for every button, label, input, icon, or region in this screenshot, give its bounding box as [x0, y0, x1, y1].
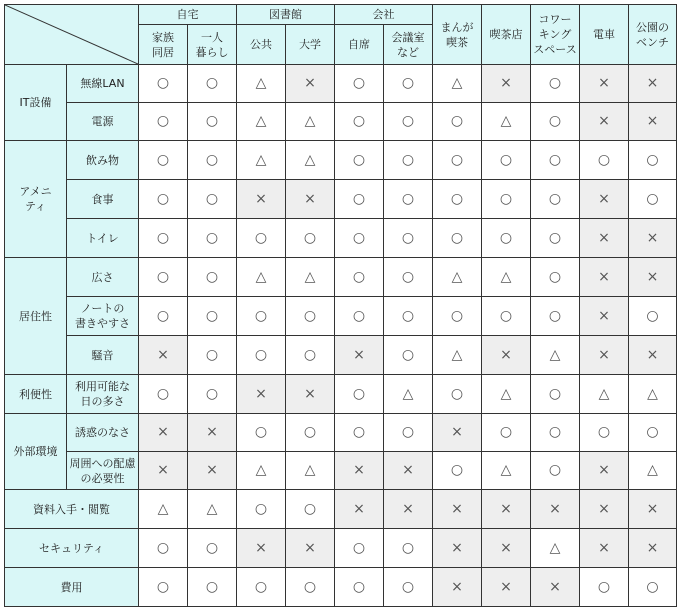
rating-cell: ○: [286, 490, 335, 529]
rating-cell: ○: [531, 297, 580, 336]
rating-cell: ×: [433, 529, 482, 568]
rating-cell: △: [482, 452, 531, 490]
sub-header-own-desk: 自席: [335, 25, 384, 65]
rating-cell: ○: [580, 414, 629, 452]
rating-cell: ○: [384, 65, 433, 103]
rating-cell: ○: [531, 414, 580, 452]
rating-cell: ○: [139, 529, 188, 568]
rating-cell: ×: [237, 529, 286, 568]
rating-cell: ○: [531, 219, 580, 258]
table-row: [5, 490, 677, 529]
rating-cell: ○: [629, 141, 677, 180]
category-livability: 居住性: [5, 258, 67, 375]
rating-cell: ○: [433, 141, 482, 180]
rating-cell: ○: [384, 529, 433, 568]
rating-cell: △: [629, 375, 677, 414]
category-it: IT設備: [5, 65, 67, 141]
item-label: 無線LAN: [67, 65, 139, 103]
table-row: [5, 336, 677, 375]
rating-cell: ○: [139, 180, 188, 219]
rating-cell: ○: [335, 375, 384, 414]
item-label: 食事: [67, 180, 139, 219]
rating-cell: ○: [335, 297, 384, 336]
rating-cell: ×: [580, 490, 629, 529]
rating-cell: ○: [580, 568, 629, 607]
rating-cell: ○: [188, 375, 237, 414]
rating-cell: ○: [384, 568, 433, 607]
table-row: [5, 297, 677, 336]
rating-cell: △: [237, 258, 286, 297]
rating-cell: ○: [629, 568, 677, 607]
rating-cell: ○: [286, 414, 335, 452]
rating-cell: ×: [629, 65, 677, 103]
rating-cell: ○: [286, 568, 335, 607]
rating-cell: ○: [482, 414, 531, 452]
table-row: [5, 375, 677, 414]
rating-cell: ○: [237, 490, 286, 529]
rating-cell: △: [237, 103, 286, 141]
rating-cell: ○: [139, 297, 188, 336]
rating-cell: △: [286, 103, 335, 141]
rating-cell: ○: [384, 141, 433, 180]
rating-cell: ○: [139, 141, 188, 180]
rating-cell: ○: [139, 65, 188, 103]
rating-cell: ○: [580, 141, 629, 180]
rating-cell: ×: [580, 180, 629, 219]
rating-cell: ○: [188, 65, 237, 103]
sub-header-meeting-room: 会議室 など: [384, 25, 433, 65]
rating-cell: ○: [629, 414, 677, 452]
rating-cell: ×: [629, 529, 677, 568]
item-label: ノートの 書きやすさ: [67, 297, 139, 336]
rating-cell: ○: [188, 258, 237, 297]
table-row: [5, 103, 677, 141]
rating-cell: ○: [335, 568, 384, 607]
rating-cell: ×: [580, 529, 629, 568]
rating-cell: ○: [335, 65, 384, 103]
rating-cell: ○: [482, 180, 531, 219]
group-header-library: 図書館: [237, 5, 335, 25]
rating-cell: ○: [188, 103, 237, 141]
rating-cell: △: [384, 375, 433, 414]
rating-cell: ×: [237, 180, 286, 219]
rating-cell: ×: [629, 258, 677, 297]
item-label: 電源: [67, 103, 139, 141]
rating-cell: ×: [629, 219, 677, 258]
rating-cell: ×: [384, 490, 433, 529]
rating-cell: △: [286, 452, 335, 490]
rating-cell: ○: [433, 103, 482, 141]
rating-cell: △: [237, 141, 286, 180]
rating-cell: △: [580, 375, 629, 414]
item-label: 利用可能な 日の多さ: [67, 375, 139, 414]
rating-cell: ×: [335, 452, 384, 490]
rating-cell: △: [237, 65, 286, 103]
rating-cell: △: [139, 490, 188, 529]
header-train: 電車: [580, 5, 629, 65]
rating-cell: ×: [139, 336, 188, 375]
rating-cell: ○: [482, 219, 531, 258]
rating-cell: ○: [188, 141, 237, 180]
rating-cell: ○: [188, 568, 237, 607]
rating-cell: △: [482, 375, 531, 414]
rating-cell: △: [433, 65, 482, 103]
rating-cell: ×: [482, 568, 531, 607]
rating-cell: ×: [580, 103, 629, 141]
rating-cell: ○: [384, 219, 433, 258]
rating-cell: ×: [384, 452, 433, 490]
rating-cell: ×: [531, 490, 580, 529]
rating-cell: ○: [482, 297, 531, 336]
rating-cell: ×: [286, 529, 335, 568]
rating-cell: ○: [433, 219, 482, 258]
rating-cell: △: [629, 452, 677, 490]
rating-cell: ×: [286, 65, 335, 103]
rating-cell: ○: [629, 297, 677, 336]
table-row: [5, 65, 677, 103]
rating-cell: ×: [335, 336, 384, 375]
rating-cell: ○: [139, 568, 188, 607]
rating-cell: ○: [188, 219, 237, 258]
rating-cell: △: [237, 452, 286, 490]
rating-cell: ○: [237, 297, 286, 336]
item-label: 費用: [5, 568, 139, 607]
rating-cell: ○: [335, 219, 384, 258]
diagonal-line: [5, 5, 138, 64]
rating-cell: △: [482, 258, 531, 297]
rating-cell: ○: [188, 180, 237, 219]
rating-cell: ○: [629, 180, 677, 219]
rating-cell: ○: [237, 336, 286, 375]
rating-cell: ×: [188, 414, 237, 452]
rating-cell: ○: [335, 258, 384, 297]
item-label: トイレ: [67, 219, 139, 258]
rating-cell: △: [531, 336, 580, 375]
table-row: [5, 414, 677, 452]
rating-cell: ×: [139, 452, 188, 490]
rating-cell: ○: [286, 336, 335, 375]
rating-cell: △: [433, 336, 482, 375]
sub-header-public: 公共: [237, 25, 286, 65]
rating-cell: ×: [433, 490, 482, 529]
rating-cell: ○: [139, 258, 188, 297]
rating-cell: ○: [531, 180, 580, 219]
table-row: [5, 219, 677, 258]
header-coworking: コワー キング スペース: [531, 5, 580, 65]
rating-cell: ×: [629, 490, 677, 529]
corner-cell: [5, 5, 139, 65]
rating-cell: ×: [580, 297, 629, 336]
rating-cell: ×: [433, 568, 482, 607]
rating-cell: ○: [433, 375, 482, 414]
rating-cell: ○: [237, 568, 286, 607]
header-manga-cafe: まんが 喫茶: [433, 5, 482, 65]
item-label: 飲み物: [67, 141, 139, 180]
rating-cell: ○: [286, 219, 335, 258]
rating-cell: ○: [188, 529, 237, 568]
rating-cell: ×: [531, 568, 580, 607]
category-amenity: アメニ ティ: [5, 141, 67, 258]
rating-cell: ○: [237, 219, 286, 258]
rating-cell: ○: [335, 529, 384, 568]
rating-cell: ×: [580, 258, 629, 297]
rating-cell: △: [188, 490, 237, 529]
comparison-table: [4, 4, 677, 607]
rating-cell: ×: [580, 219, 629, 258]
rating-cell: △: [531, 529, 580, 568]
rating-cell: ×: [580, 452, 629, 490]
rating-cell: ×: [629, 336, 677, 375]
rating-cell: ○: [384, 258, 433, 297]
rating-cell: ○: [188, 336, 237, 375]
rating-cell: ○: [433, 297, 482, 336]
rating-cell: ×: [433, 414, 482, 452]
rating-cell: ×: [482, 65, 531, 103]
item-label: 周囲への配慮 の必要性: [67, 452, 139, 490]
rating-cell: ○: [531, 258, 580, 297]
rating-cell: ×: [139, 414, 188, 452]
rating-cell: △: [286, 258, 335, 297]
rating-cell: ○: [433, 180, 482, 219]
table-row: [5, 141, 677, 180]
rating-cell: ○: [384, 103, 433, 141]
rating-cell: ○: [384, 414, 433, 452]
rating-cell: ×: [482, 336, 531, 375]
header-park-bench: 公園の ベンチ: [629, 5, 677, 65]
table-row: [5, 180, 677, 219]
category-environment: 外部環境: [5, 414, 67, 490]
table-row: [5, 258, 677, 297]
rating-cell: ○: [335, 180, 384, 219]
rating-cell: ×: [482, 529, 531, 568]
rating-cell: ○: [335, 414, 384, 452]
sub-header-family: 家族 同居: [139, 25, 188, 65]
rating-cell: ×: [335, 490, 384, 529]
rating-cell: ×: [237, 375, 286, 414]
item-label: 誘惑のなさ: [67, 414, 139, 452]
group-header-home: 自宅: [139, 5, 237, 25]
rating-cell: ○: [531, 141, 580, 180]
rating-cell: ○: [482, 141, 531, 180]
item-label: 広さ: [67, 258, 139, 297]
rating-cell: ×: [286, 375, 335, 414]
rating-cell: ○: [188, 297, 237, 336]
sub-header-alone: 一人 暮らし: [188, 25, 237, 65]
item-label: 騒音: [67, 336, 139, 375]
table-row: [5, 452, 677, 490]
rating-cell: ○: [335, 141, 384, 180]
rating-cell: ×: [482, 490, 531, 529]
rating-cell: ×: [580, 336, 629, 375]
rating-cell: △: [482, 103, 531, 141]
rating-cell: △: [433, 258, 482, 297]
rating-cell: ×: [286, 180, 335, 219]
rating-cell: ○: [531, 375, 580, 414]
table-row: [5, 529, 677, 568]
rating-cell: ○: [531, 103, 580, 141]
header-coffee-shop: 喫茶店: [482, 5, 531, 65]
rating-cell: ○: [531, 65, 580, 103]
rating-cell: ×: [188, 452, 237, 490]
item-label: セキュリティ: [5, 529, 139, 568]
rating-cell: ○: [335, 103, 384, 141]
rating-cell: ○: [384, 180, 433, 219]
rating-cell: ○: [139, 219, 188, 258]
rating-cell: ○: [237, 414, 286, 452]
group-header-office: 会社: [335, 5, 433, 25]
category-convenience: 利便性: [5, 375, 67, 414]
rating-cell: ○: [531, 452, 580, 490]
table-row: [5, 568, 677, 607]
sub-header-university: 大学: [286, 25, 335, 65]
rating-cell: △: [286, 141, 335, 180]
rating-cell: ○: [384, 297, 433, 336]
rating-cell: ○: [139, 375, 188, 414]
rating-cell: ○: [384, 336, 433, 375]
item-label: 資料入手・閲覧: [5, 490, 139, 529]
rating-cell: ○: [139, 103, 188, 141]
rating-cell: ○: [286, 297, 335, 336]
rating-cell: ×: [580, 65, 629, 103]
rating-cell: ○: [433, 452, 482, 490]
rating-cell: ×: [629, 103, 677, 141]
